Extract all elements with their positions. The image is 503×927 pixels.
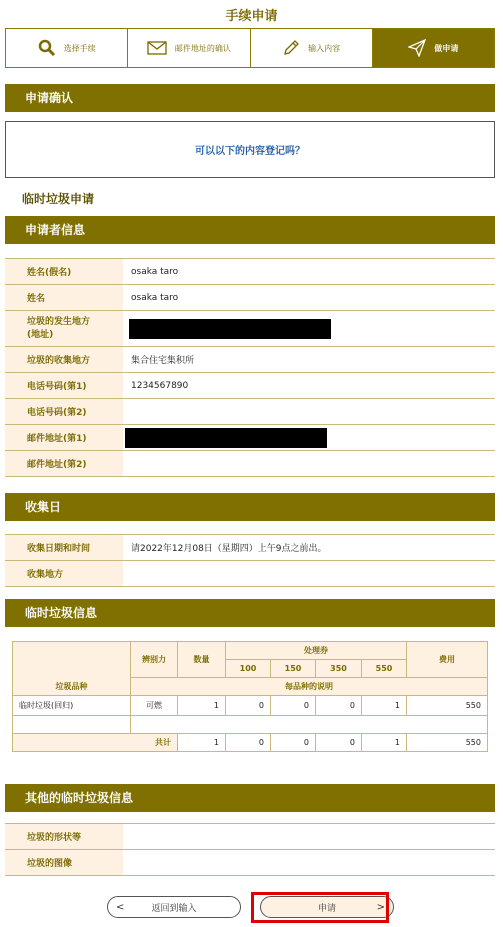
header-ticket-100: 100 [226, 660, 271, 678]
page-title: 手续申请 [225, 9, 278, 24]
step-apply [373, 29, 494, 67]
step-label: 选择手续 [63, 43, 96, 53]
magnifier-icon [38, 39, 56, 57]
cell-fee: 550 [407, 696, 488, 716]
row-label: 收集地方 [5, 561, 123, 587]
header-tickets: 处理券 [226, 642, 407, 660]
row-label: 邮件地址(第1) [5, 425, 123, 451]
row-value [123, 425, 495, 451]
cell-ticket-100: 0 [226, 696, 271, 716]
cell-ticket-150: 0 [271, 696, 316, 716]
total-ticket-100: 0 [226, 734, 271, 752]
row-value: 1234567890 [123, 373, 495, 399]
step-label: 邮件地址的确认 [174, 43, 231, 53]
table-row [5, 824, 495, 850]
pencil-icon [282, 39, 300, 57]
table-row [5, 311, 495, 347]
collection-table [5, 534, 495, 587]
submit-highlight-box [251, 892, 389, 923]
table-row [5, 535, 495, 561]
applicant-table [5, 258, 495, 477]
send-icon [408, 39, 426, 57]
row-value [123, 561, 495, 587]
step-label: 做申请 [434, 43, 459, 53]
back-to-input-button[interactable] [107, 896, 241, 918]
row-label: 姓名 [5, 285, 123, 311]
table-row [5, 399, 495, 425]
applicant-band: 申请者信息 [5, 216, 495, 244]
row-value [123, 311, 495, 347]
row-value: osaka taro [123, 259, 495, 285]
step-select-procedure [6, 29, 128, 67]
chevron-right-icon: > [376, 901, 385, 913]
table-row [13, 734, 488, 752]
waste-table [12, 641, 488, 752]
row-value: 请2022年12月08日（星期四）上午9点之前出。 [123, 535, 495, 561]
table-row [13, 716, 488, 734]
row-label: 邮件地址(第2) [5, 451, 123, 477]
chevron-left-icon: < [116, 901, 125, 913]
redacted-block [125, 428, 327, 448]
step-input-content [251, 29, 373, 67]
table-row [13, 642, 488, 660]
confirm-band: 申请确认 [5, 84, 495, 112]
header-description: 每品种的说明 [131, 678, 488, 696]
row-value [123, 824, 495, 850]
row-label: 收集日期和时间 [5, 535, 123, 561]
row-label: 电话号码(第2) [5, 399, 123, 425]
total-fee: 550 [407, 734, 488, 752]
cell-ticket-550: 1 [362, 696, 407, 716]
cell-ticket-350: 0 [316, 696, 362, 716]
row-value [123, 399, 495, 425]
table-row [13, 696, 488, 716]
back-button-label: 返回到输入 [151, 903, 197, 914]
row-label: 垃圾的发生地方 (地址) [5, 311, 123, 347]
submit-button-label: 申请 [317, 903, 336, 914]
step-label: 输入内容 [308, 43, 341, 53]
header-burnability: 辨别力 [131, 642, 178, 678]
row-label: 垃圾的形状等 [5, 824, 123, 850]
other-waste-band: 其他的临时垃圾信息 [5, 784, 495, 812]
cell-description [131, 716, 488, 734]
table-row [5, 451, 495, 477]
cell-quantity: 1 [178, 696, 226, 716]
confirm-question: 可以以下的内容登记吗？ [195, 146, 305, 157]
envelope-icon [147, 41, 167, 55]
total-ticket-350: 0 [316, 734, 362, 752]
total-label: 共计 [13, 734, 178, 752]
row-value [123, 451, 495, 477]
header-ticket-550: 550 [362, 660, 407, 678]
cell-burnability: 可燃 [131, 696, 178, 716]
row-value [123, 850, 495, 876]
table-row [5, 561, 495, 587]
row-label: 垃圾的收集地方 [5, 347, 123, 373]
row-label: 姓名(假名) [5, 259, 123, 285]
step-indicator [5, 28, 495, 68]
row-value: 集合住宅集积所 [123, 347, 495, 373]
collection-band: 收集日 [5, 493, 495, 521]
total-ticket-150: 0 [271, 734, 316, 752]
cell-description-spacer [13, 716, 131, 734]
row-label: 电话号码(第1) [5, 373, 123, 399]
total-ticket-550: 1 [362, 734, 407, 752]
row-value: osaka taro [123, 285, 495, 311]
waste-info-band: 临时垃圾信息 [5, 599, 495, 627]
confirm-box [5, 121, 495, 178]
step-confirm-email [128, 29, 250, 67]
total-quantity: 1 [178, 734, 226, 752]
header-ticket-350: 350 [316, 660, 362, 678]
row-label: 垃圾的图像 [5, 850, 123, 876]
table-row [5, 347, 495, 373]
table-row [5, 285, 495, 311]
header-ticket-150: 150 [271, 660, 316, 678]
table-row [5, 850, 495, 876]
table-row [5, 425, 495, 451]
header-fee: 费用 [407, 642, 488, 678]
table-row [5, 259, 495, 285]
redacted-block [129, 319, 331, 339]
section-title: 临时垃圾申请 [22, 192, 95, 206]
cell-item: 临时垃圾(回归) [13, 696, 131, 716]
table-row [5, 373, 495, 399]
header-quantity: 数量 [178, 642, 226, 678]
header-item: 垃圾品种 [13, 642, 131, 696]
other-waste-table [5, 823, 495, 876]
